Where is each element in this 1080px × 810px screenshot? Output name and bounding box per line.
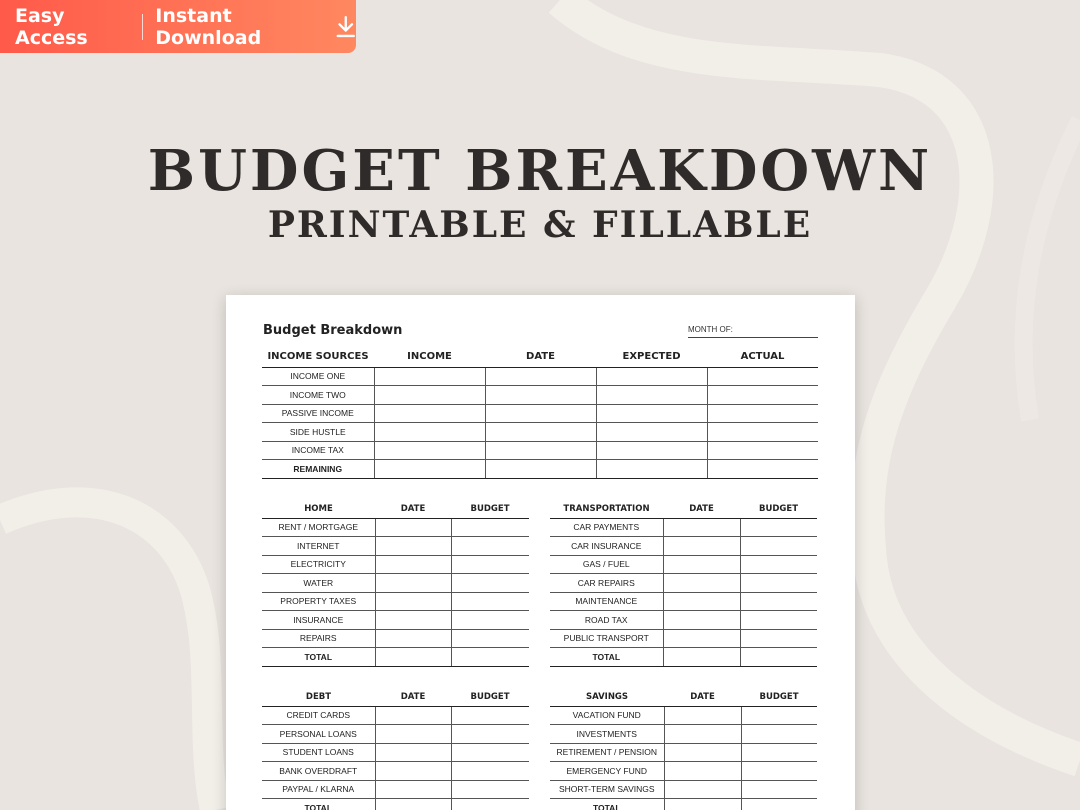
transportation-fill-cell[interactable] <box>663 648 740 667</box>
home-fill-cell[interactable] <box>375 555 451 574</box>
income-fill-cell[interactable] <box>707 386 818 405</box>
savings-fill-cell[interactable] <box>664 780 741 799</box>
table-row <box>262 762 529 781</box>
debt-fill-cell[interactable] <box>375 743 451 762</box>
home-fill-cell[interactable] <box>451 555 529 574</box>
debt-fill-cell[interactable] <box>451 725 529 744</box>
debt-fill-cell[interactable] <box>451 780 529 799</box>
income-header-4: ACTUAL <box>707 347 818 367</box>
transportation-fill-cell[interactable] <box>740 537 817 556</box>
savings-fill-cell[interactable] <box>664 743 741 762</box>
transportation-header-1: DATE <box>663 500 740 518</box>
home-fill-cell[interactable] <box>375 592 451 611</box>
home-fill-cell[interactable] <box>375 611 451 630</box>
table-row <box>550 648 817 667</box>
savings-row-label: INVESTMENTS <box>550 725 664 744</box>
income-fill-cell[interactable] <box>485 404 596 423</box>
home-row-label: TOTAL <box>262 648 375 667</box>
home-fill-cell[interactable] <box>375 629 451 648</box>
hero-title: BUDGET BREAKDOWN <box>147 138 933 204</box>
income-row-label: REMAINING <box>262 460 374 479</box>
debt-fill-cell[interactable] <box>451 706 529 725</box>
table-row <box>262 706 529 725</box>
income-fill-cell[interactable] <box>596 386 707 405</box>
home-row-label: INSURANCE <box>262 611 375 630</box>
debt-fill-cell[interactable] <box>375 762 451 781</box>
home-row-label: WATER <box>262 574 375 593</box>
income-fill-cell[interactable] <box>485 386 596 405</box>
table-row <box>550 537 817 556</box>
table-row <box>550 574 817 593</box>
table-row <box>550 518 817 537</box>
savings-row-label: VACATION FUND <box>550 706 664 725</box>
income-row-label: INCOME ONE <box>262 367 374 386</box>
income-fill-cell[interactable] <box>374 367 485 386</box>
transportation-row-label: TOTAL <box>550 648 663 667</box>
home-fill-cell[interactable] <box>451 611 529 630</box>
table-row <box>262 574 529 593</box>
income-header-3: EXPECTED <box>596 347 707 367</box>
table-row <box>262 725 529 744</box>
easy-access-label: Easy Access <box>15 4 88 49</box>
debt-header-1: DATE <box>375 688 451 706</box>
transportation-row-label: CAR INSURANCE <box>550 537 663 556</box>
savings-fill-cell[interactable] <box>741 799 817 810</box>
home-fill-cell[interactable] <box>451 629 529 648</box>
table-row <box>262 460 818 479</box>
home-row-label: REPAIRS <box>262 629 375 648</box>
home-row-label: PROPERTY TAXES <box>262 592 375 611</box>
transportation-row-label: CAR PAYMENTS <box>550 518 663 537</box>
home-header-2: BUDGET <box>451 500 529 518</box>
debt-row-label: CREDIT CARDS <box>262 706 375 725</box>
table-row <box>262 780 529 799</box>
debt-fill-cell[interactable] <box>375 706 451 725</box>
savings-fill-cell[interactable] <box>741 706 817 725</box>
income-fill-cell[interactable] <box>374 423 485 442</box>
home-fill-cell[interactable] <box>451 648 529 667</box>
savings-header-2: BUDGET <box>741 688 817 706</box>
income-fill-cell[interactable] <box>374 404 485 423</box>
income-fill-cell[interactable] <box>596 404 707 423</box>
income-fill-cell[interactable] <box>485 367 596 386</box>
home-fill-cell[interactable] <box>375 648 451 667</box>
table-row <box>262 648 529 667</box>
transportation-row-label: PUBLIC TRANSPORT <box>550 629 663 648</box>
table-row <box>262 537 529 556</box>
download-icon <box>335 13 357 41</box>
transportation-row-label: CAR REPAIRS <box>550 574 663 593</box>
savings-fill-cell[interactable] <box>741 725 817 744</box>
home-fill-cell[interactable] <box>375 518 451 537</box>
table-row <box>550 725 817 744</box>
income-row-label: PASSIVE INCOME <box>262 404 374 423</box>
debt-row-label: PERSONAL LOANS <box>262 725 375 744</box>
home-fill-cell[interactable] <box>451 574 529 593</box>
income-header-2: DATE <box>485 347 596 367</box>
table-row <box>550 799 817 810</box>
table-row <box>262 629 529 648</box>
income-fill-cell[interactable] <box>374 441 485 460</box>
table-row <box>262 592 529 611</box>
income-fill-cell[interactable] <box>707 441 818 460</box>
income-fill-cell[interactable] <box>707 404 818 423</box>
transportation-fill-cell[interactable] <box>740 574 817 593</box>
debt-row-label: TOTAL <box>262 799 375 810</box>
sheet-title: Budget Breakdown <box>263 323 403 338</box>
debt-fill-cell[interactable] <box>375 725 451 744</box>
home-row-label: ELECTRICITY <box>262 555 375 574</box>
transportation-fill-cell[interactable] <box>663 592 740 611</box>
income-fill-cell[interactable] <box>707 460 818 479</box>
income-fill-cell[interactable] <box>374 386 485 405</box>
transportation-fill-cell[interactable] <box>740 592 817 611</box>
transportation-fill-cell[interactable] <box>740 648 817 667</box>
debt-fill-cell[interactable] <box>451 799 529 810</box>
income-row-label: INCOME TWO <box>262 386 374 405</box>
income-fill-cell[interactable] <box>596 441 707 460</box>
savings-row-label: TOTAL <box>550 799 664 810</box>
home-fill-cell[interactable] <box>451 592 529 611</box>
savings-row-label: EMERGENCY FUND <box>550 762 664 781</box>
transportation-fill-cell[interactable] <box>740 555 817 574</box>
home-fill-cell[interactable] <box>451 518 529 537</box>
income-fill-cell[interactable] <box>707 367 818 386</box>
month-of-field[interactable]: MONTH OF: <box>688 325 818 338</box>
savings-fill-cell[interactable] <box>741 743 817 762</box>
transportation-row-label: GAS / FUEL <box>550 555 663 574</box>
home-fill-cell[interactable] <box>375 574 451 593</box>
income-fill-cell[interactable] <box>485 441 596 460</box>
debt-fill-cell[interactable] <box>375 780 451 799</box>
table-row <box>262 441 818 460</box>
income-fill-cell[interactable] <box>596 423 707 442</box>
transportation-fill-cell[interactable] <box>663 629 740 648</box>
table-row <box>262 799 529 810</box>
home-row-label: RENT / MORTGAGE <box>262 518 375 537</box>
table-row <box>262 367 818 386</box>
table-row <box>550 555 817 574</box>
instant-download-label: Instant Download <box>155 4 262 49</box>
income-fill-cell[interactable] <box>374 460 485 479</box>
transportation-fill-cell[interactable] <box>740 611 817 630</box>
savings-fill-cell[interactable] <box>741 780 817 799</box>
debt-row-label: STUDENT LOANS <box>262 743 375 762</box>
table-row <box>550 706 817 725</box>
savings-fill-cell[interactable] <box>664 706 741 725</box>
savings-fill-cell[interactable] <box>664 725 741 744</box>
transportation-fill-cell[interactable] <box>663 537 740 556</box>
hero-subtitle: PRINTABLE & FILLABLE <box>267 204 813 246</box>
table-row <box>550 780 817 799</box>
debt-table <box>262 688 529 810</box>
table-row <box>550 743 817 762</box>
savings-row-label: RETIREMENT / PENSION <box>550 743 664 762</box>
savings-header-0: SAVINGS <box>550 688 664 706</box>
savings-fill-cell[interactable] <box>741 762 817 781</box>
income-row-label: INCOME TAX <box>262 441 374 460</box>
savings-fill-cell[interactable] <box>664 762 741 781</box>
table-row <box>550 611 817 630</box>
home-table <box>262 500 529 667</box>
table-row <box>262 423 818 442</box>
transportation-table <box>550 500 817 667</box>
transportation-row-label: ROAD TAX <box>550 611 663 630</box>
transportation-header-2: BUDGET <box>740 500 817 518</box>
home-row-label: INTERNET <box>262 537 375 556</box>
transportation-fill-cell[interactable] <box>663 611 740 630</box>
debt-header-0: DEBT <box>262 688 375 706</box>
table-row <box>550 592 817 611</box>
transportation-fill-cell[interactable] <box>663 555 740 574</box>
transportation-header-0: TRANSPORTATION <box>550 500 663 518</box>
savings-table <box>550 688 817 810</box>
transportation-fill-cell[interactable] <box>663 518 740 537</box>
transportation-fill-cell[interactable] <box>740 629 817 648</box>
savings-row-label: SHORT-TERM SAVINGS <box>550 780 664 799</box>
debt-fill-cell[interactable] <box>451 743 529 762</box>
home-header-0: HOME <box>262 500 375 518</box>
income-header-0: INCOME SOURCES <box>262 347 374 367</box>
table-row <box>262 518 529 537</box>
savings-header-1: DATE <box>664 688 741 706</box>
debt-row-label: BANK OVERDRAFT <box>262 762 375 781</box>
instant-download-badge[interactable] <box>0 0 356 53</box>
table-row <box>262 555 529 574</box>
debt-row-label: PAYPAL / KLARNA <box>262 780 375 799</box>
income-fill-cell[interactable] <box>707 423 818 442</box>
transportation-fill-cell[interactable] <box>740 518 817 537</box>
budget-sheet <box>226 295 855 810</box>
debt-fill-cell[interactable] <box>451 762 529 781</box>
table-row <box>550 762 817 781</box>
home-header-1: DATE <box>375 500 451 518</box>
transportation-row-label: MAINTENANCE <box>550 592 663 611</box>
income-table <box>262 347 818 479</box>
home-fill-cell[interactable] <box>451 537 529 556</box>
table-row <box>262 404 818 423</box>
income-header-1: INCOME <box>374 347 485 367</box>
table-row <box>550 629 817 648</box>
income-row-label: SIDE HUSTLE <box>262 423 374 442</box>
savings-fill-cell[interactable] <box>664 799 741 810</box>
debt-fill-cell[interactable] <box>375 799 451 810</box>
income-fill-cell[interactable] <box>596 460 707 479</box>
income-fill-cell[interactable] <box>596 367 707 386</box>
income-fill-cell[interactable] <box>485 423 596 442</box>
income-fill-cell[interactable] <box>485 460 596 479</box>
table-row <box>262 386 818 405</box>
table-row <box>262 611 529 630</box>
transportation-fill-cell[interactable] <box>663 574 740 593</box>
debt-header-2: BUDGET <box>451 688 529 706</box>
table-row <box>262 743 529 762</box>
home-fill-cell[interactable] <box>375 537 451 556</box>
